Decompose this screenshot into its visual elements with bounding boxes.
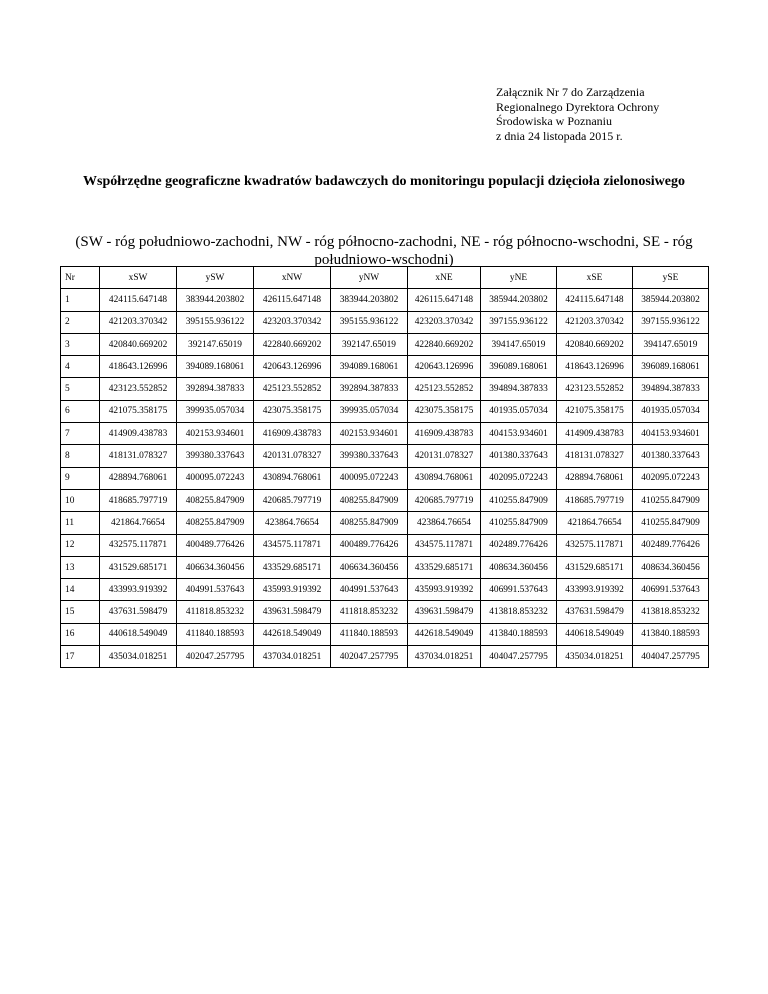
table-cell-ynw: 392147.65019 xyxy=(331,333,408,355)
table-cell-xne: 423203.370342 xyxy=(408,311,481,333)
table-cell-ynw: 406634.360456 xyxy=(331,556,408,578)
table-cell-xnw: 434575.117871 xyxy=(254,534,331,556)
table-cell-ysw: 392894.387833 xyxy=(177,378,254,400)
column-header-nr: Nr xyxy=(61,267,100,289)
table-cell-yne: 410255.847909 xyxy=(481,512,557,534)
table-cell-nr: 12 xyxy=(61,534,100,556)
table-cell-xse: 431529.685171 xyxy=(557,556,633,578)
table-cell-ysw: 402153.934601 xyxy=(177,423,254,445)
table-row xyxy=(61,646,709,668)
table-cell-ynw: 395155.936122 xyxy=(331,311,408,333)
table-cell-xsw: 421864.76654 xyxy=(100,512,177,534)
table-header-row xyxy=(61,267,709,289)
table-row xyxy=(61,333,709,355)
table-cell-xse: 421203.370342 xyxy=(557,311,633,333)
annex-line: Załącznik Nr 7 do Zarządzenia xyxy=(496,85,645,99)
table-cell-xne: 442618.549049 xyxy=(408,623,481,645)
table-cell-ysw: 411818.853232 xyxy=(177,601,254,623)
table-cell-ysw: 399935.057034 xyxy=(177,400,254,422)
table-cell-nr: 17 xyxy=(61,646,100,668)
table-cell-yse: 404047.257795 xyxy=(633,646,709,668)
table-cell-xne: 423075.358175 xyxy=(408,400,481,422)
table-cell-xsw: 433993.919392 xyxy=(100,579,177,601)
table-cell-ynw: 402047.257795 xyxy=(331,646,408,668)
table-cell-yne: 402095.072243 xyxy=(481,467,557,489)
table-cell-xnw: 420685.797719 xyxy=(254,489,331,511)
table-cell-xnw: 435993.919392 xyxy=(254,579,331,601)
annex-line: Regionalnego Dyrektora Ochrony xyxy=(496,99,660,114)
table-cell-yse: 410255.847909 xyxy=(633,489,709,511)
table-cell-yse: 408634.360456 xyxy=(633,556,709,578)
table-cell-nr: 5 xyxy=(61,378,100,400)
table-cell-xse: 440618.549049 xyxy=(557,623,633,645)
table-body xyxy=(61,289,709,668)
table-cell-xsw: 421075.358175 xyxy=(100,400,177,422)
table-cell-xsw: 418643.126996 xyxy=(100,356,177,378)
table-cell-xse: 421075.358175 xyxy=(557,400,633,422)
table-cell-nr: 14 xyxy=(61,579,100,601)
table-row xyxy=(61,423,709,445)
table-row xyxy=(61,445,709,467)
table-cell-xse: 435034.018251 xyxy=(557,646,633,668)
table-cell-ysw: 408255.847909 xyxy=(177,489,254,511)
table-cell-yse: 410255.847909 xyxy=(633,512,709,534)
table-cell-yne: 404153.934601 xyxy=(481,423,557,445)
annex-line: z dnia 24 listopada 2015 r. xyxy=(496,128,623,143)
table-cell-xne: 420685.797719 xyxy=(408,489,481,511)
table-cell-xnw: 416909.438783 xyxy=(254,423,331,445)
table-cell-yne: 406991.537643 xyxy=(481,579,557,601)
table-cell-yse: 397155.936122 xyxy=(633,311,709,333)
table-cell-xnw: 420131.078327 xyxy=(254,445,331,467)
table-row xyxy=(61,289,709,311)
annex-line: Środowiska w Poznaniu xyxy=(496,114,612,128)
table-cell-ynw: 392894.387833 xyxy=(331,378,408,400)
table-cell-yne: 394894.387833 xyxy=(481,378,557,400)
table-cell-xnw: 420643.126996 xyxy=(254,356,331,378)
table-cell-xsw: 437631.598479 xyxy=(100,601,177,623)
table-cell-xnw: 442618.549049 xyxy=(254,623,331,645)
table-row xyxy=(61,311,709,333)
table-cell-nr: 6 xyxy=(61,400,100,422)
table-cell-nr: 3 xyxy=(61,333,100,355)
table-cell-ysw: 399380.337643 xyxy=(177,445,254,467)
table-cell-yse: 394894.387833 xyxy=(633,378,709,400)
column-header-ysw: ySW xyxy=(177,267,254,289)
table-cell-xsw: 424115.647148 xyxy=(100,289,177,311)
table-cell-ysw: 404991.537643 xyxy=(177,579,254,601)
table-cell-ynw: 394089.168061 xyxy=(331,356,408,378)
table-cell-ysw: 392147.65019 xyxy=(177,333,254,355)
table-cell-yse: 385944.203802 xyxy=(633,289,709,311)
table-cell-yne: 410255.847909 xyxy=(481,489,557,511)
table-cell-xse: 424115.647148 xyxy=(557,289,633,311)
table-cell-xnw: 422840.669202 xyxy=(254,333,331,355)
table-cell-nr: 16 xyxy=(61,623,100,645)
table-cell-yse: 404153.934601 xyxy=(633,423,709,445)
document-subtitle: (SW - róg południowo-zachodni, NW - róg północno-zachodni, NE - róg północno-wschodni, SE - róg południowo-wschodni) xyxy=(75,234,693,268)
table-cell-xse: 414909.438783 xyxy=(557,423,633,445)
table-cell-nr: 13 xyxy=(61,556,100,578)
table-cell-yse: 396089.168061 xyxy=(633,356,709,378)
table-cell-yse: 401935.057034 xyxy=(633,400,709,422)
table-cell-xsw: 423123.552852 xyxy=(100,378,177,400)
table-cell-yne: 413818.853232 xyxy=(481,601,557,623)
table-row xyxy=(61,601,709,623)
table-cell-ynw: 404991.537643 xyxy=(331,579,408,601)
table-cell-xnw: 423203.370342 xyxy=(254,311,331,333)
table-cell-ynw: 399380.337643 xyxy=(331,445,408,467)
table-cell-xsw: 418131.078327 xyxy=(100,445,177,467)
table-cell-yne: 401380.337643 xyxy=(481,445,557,467)
table-cell-xnw: 439631.598479 xyxy=(254,601,331,623)
table-cell-ysw: 406634.360456 xyxy=(177,556,254,578)
table-cell-xse: 423123.552852 xyxy=(557,378,633,400)
table-cell-yse: 401380.337643 xyxy=(633,445,709,467)
table-cell-ynw: 402153.934601 xyxy=(331,423,408,445)
table-cell-xsw: 431529.685171 xyxy=(100,556,177,578)
table-cell-xne: 435993.919392 xyxy=(408,579,481,601)
table-cell-ynw: 411818.853232 xyxy=(331,601,408,623)
table-cell-xse: 420840.669202 xyxy=(557,333,633,355)
table-cell-xne: 425123.552852 xyxy=(408,378,481,400)
table-cell-ynw: 400489.776426 xyxy=(331,534,408,556)
table-cell-yne: 401935.057034 xyxy=(481,400,557,422)
table-cell-nr: 11 xyxy=(61,512,100,534)
table-cell-nr: 10 xyxy=(61,489,100,511)
table-cell-xnw: 430894.768061 xyxy=(254,467,331,489)
column-header-xne: xNE xyxy=(408,267,481,289)
table-row xyxy=(61,534,709,556)
table-row xyxy=(61,579,709,601)
table-cell-xsw: 428894.768061 xyxy=(100,467,177,489)
table-cell-nr: 8 xyxy=(61,445,100,467)
table-row xyxy=(61,623,709,645)
column-header-yse: ySE xyxy=(633,267,709,289)
table-cell-xse: 418131.078327 xyxy=(557,445,633,467)
table-cell-yne: 408634.360456 xyxy=(481,556,557,578)
table-cell-yne: 404047.257795 xyxy=(481,646,557,668)
table-cell-ynw: 408255.847909 xyxy=(331,489,408,511)
table-cell-yne: 402489.776426 xyxy=(481,534,557,556)
table-cell-yse: 394147.65019 xyxy=(633,333,709,355)
table-cell-ynw: 400095.072243 xyxy=(331,467,408,489)
table-cell-ysw: 394089.168061 xyxy=(177,356,254,378)
table-row xyxy=(61,512,709,534)
table-cell-xne: 423864.76654 xyxy=(408,512,481,534)
table-cell-xse: 418685.797719 xyxy=(557,489,633,511)
table-cell-yse: 402489.776426 xyxy=(633,534,709,556)
table-cell-xsw: 414909.438783 xyxy=(100,423,177,445)
table-cell-yne: 397155.936122 xyxy=(481,311,557,333)
table-cell-xsw: 418685.797719 xyxy=(100,489,177,511)
table-cell-xsw: 440618.549049 xyxy=(100,623,177,645)
table-cell-xse: 421864.76654 xyxy=(557,512,633,534)
table-cell-xnw: 437034.018251 xyxy=(254,646,331,668)
table-cell-nr: 1 xyxy=(61,289,100,311)
table-cell-xsw: 435034.018251 xyxy=(100,646,177,668)
table-cell-xne: 430894.768061 xyxy=(408,467,481,489)
table-cell-nr: 9 xyxy=(61,467,100,489)
table-cell-nr: 7 xyxy=(61,423,100,445)
column-header-xnw: xNW xyxy=(254,267,331,289)
document-title: Współrzędne geograficzne kwadratów badawczych do monitoringu populacji dzięcioła zielonosiwego xyxy=(83,174,685,189)
table-cell-ysw: 400489.776426 xyxy=(177,534,254,556)
table-cell-xne: 434575.117871 xyxy=(408,534,481,556)
table-cell-xne: 422840.669202 xyxy=(408,333,481,355)
table-cell-ysw: 402047.257795 xyxy=(177,646,254,668)
table-cell-yne: 394147.65019 xyxy=(481,333,557,355)
table-cell-xne: 426115.647148 xyxy=(408,289,481,311)
column-header-xse: xSE xyxy=(557,267,633,289)
table-cell-yse: 406991.537643 xyxy=(633,579,709,601)
table-cell-ysw: 395155.936122 xyxy=(177,311,254,333)
table-cell-xne: 420131.078327 xyxy=(408,445,481,467)
table-cell-ysw: 400095.072243 xyxy=(177,467,254,489)
table-cell-ysw: 411840.188593 xyxy=(177,623,254,645)
table-cell-yne: 385944.203802 xyxy=(481,289,557,311)
table-row xyxy=(61,378,709,400)
table-cell-xsw: 421203.370342 xyxy=(100,311,177,333)
table-cell-xsw: 420840.669202 xyxy=(100,333,177,355)
table-cell-xne: 420643.126996 xyxy=(408,356,481,378)
table-cell-xne: 439631.598479 xyxy=(408,601,481,623)
table-cell-xnw: 423075.358175 xyxy=(254,400,331,422)
table-cell-nr: 4 xyxy=(61,356,100,378)
table-cell-yse: 402095.072243 xyxy=(633,467,709,489)
table-cell-xse: 433993.919392 xyxy=(557,579,633,601)
table-cell-xnw: 433529.685171 xyxy=(254,556,331,578)
coordinates-table xyxy=(60,266,709,668)
table-cell-ysw: 408255.847909 xyxy=(177,512,254,534)
table-row xyxy=(61,489,709,511)
table-cell-xnw: 423864.76654 xyxy=(254,512,331,534)
table-cell-nr: 2 xyxy=(61,311,100,333)
table-cell-xse: 432575.117871 xyxy=(557,534,633,556)
column-header-ynw: yNW xyxy=(331,267,408,289)
table-cell-yse: 413818.853232 xyxy=(633,601,709,623)
table-cell-xnw: 426115.647148 xyxy=(254,289,331,311)
table-cell-xsw: 432575.117871 xyxy=(100,534,177,556)
table-row xyxy=(61,400,709,422)
table-cell-xne: 433529.685171 xyxy=(408,556,481,578)
table-row xyxy=(61,467,709,489)
table-cell-xnw: 425123.552852 xyxy=(254,378,331,400)
table-row xyxy=(61,556,709,578)
table-cell-ynw: 411840.188593 xyxy=(331,623,408,645)
column-header-yne: yNE xyxy=(481,267,557,289)
table-cell-ysw: 383944.203802 xyxy=(177,289,254,311)
column-header-xsw: xSW xyxy=(100,267,177,289)
table-cell-ynw: 399935.057034 xyxy=(331,400,408,422)
table-cell-yse: 413840.188593 xyxy=(633,623,709,645)
table-cell-xse: 418643.126996 xyxy=(557,356,633,378)
table-cell-ynw: 383944.203802 xyxy=(331,289,408,311)
table-row xyxy=(61,356,709,378)
annex-note xyxy=(496,85,659,143)
table-cell-xne: 437034.018251 xyxy=(408,646,481,668)
table-cell-xne: 416909.438783 xyxy=(408,423,481,445)
table-cell-yne: 396089.168061 xyxy=(481,356,557,378)
table-cell-xse: 437631.598479 xyxy=(557,601,633,623)
table-cell-yne: 413840.188593 xyxy=(481,623,557,645)
table-cell-nr: 15 xyxy=(61,601,100,623)
table-cell-xse: 428894.768061 xyxy=(557,467,633,489)
table-cell-ynw: 408255.847909 xyxy=(331,512,408,534)
